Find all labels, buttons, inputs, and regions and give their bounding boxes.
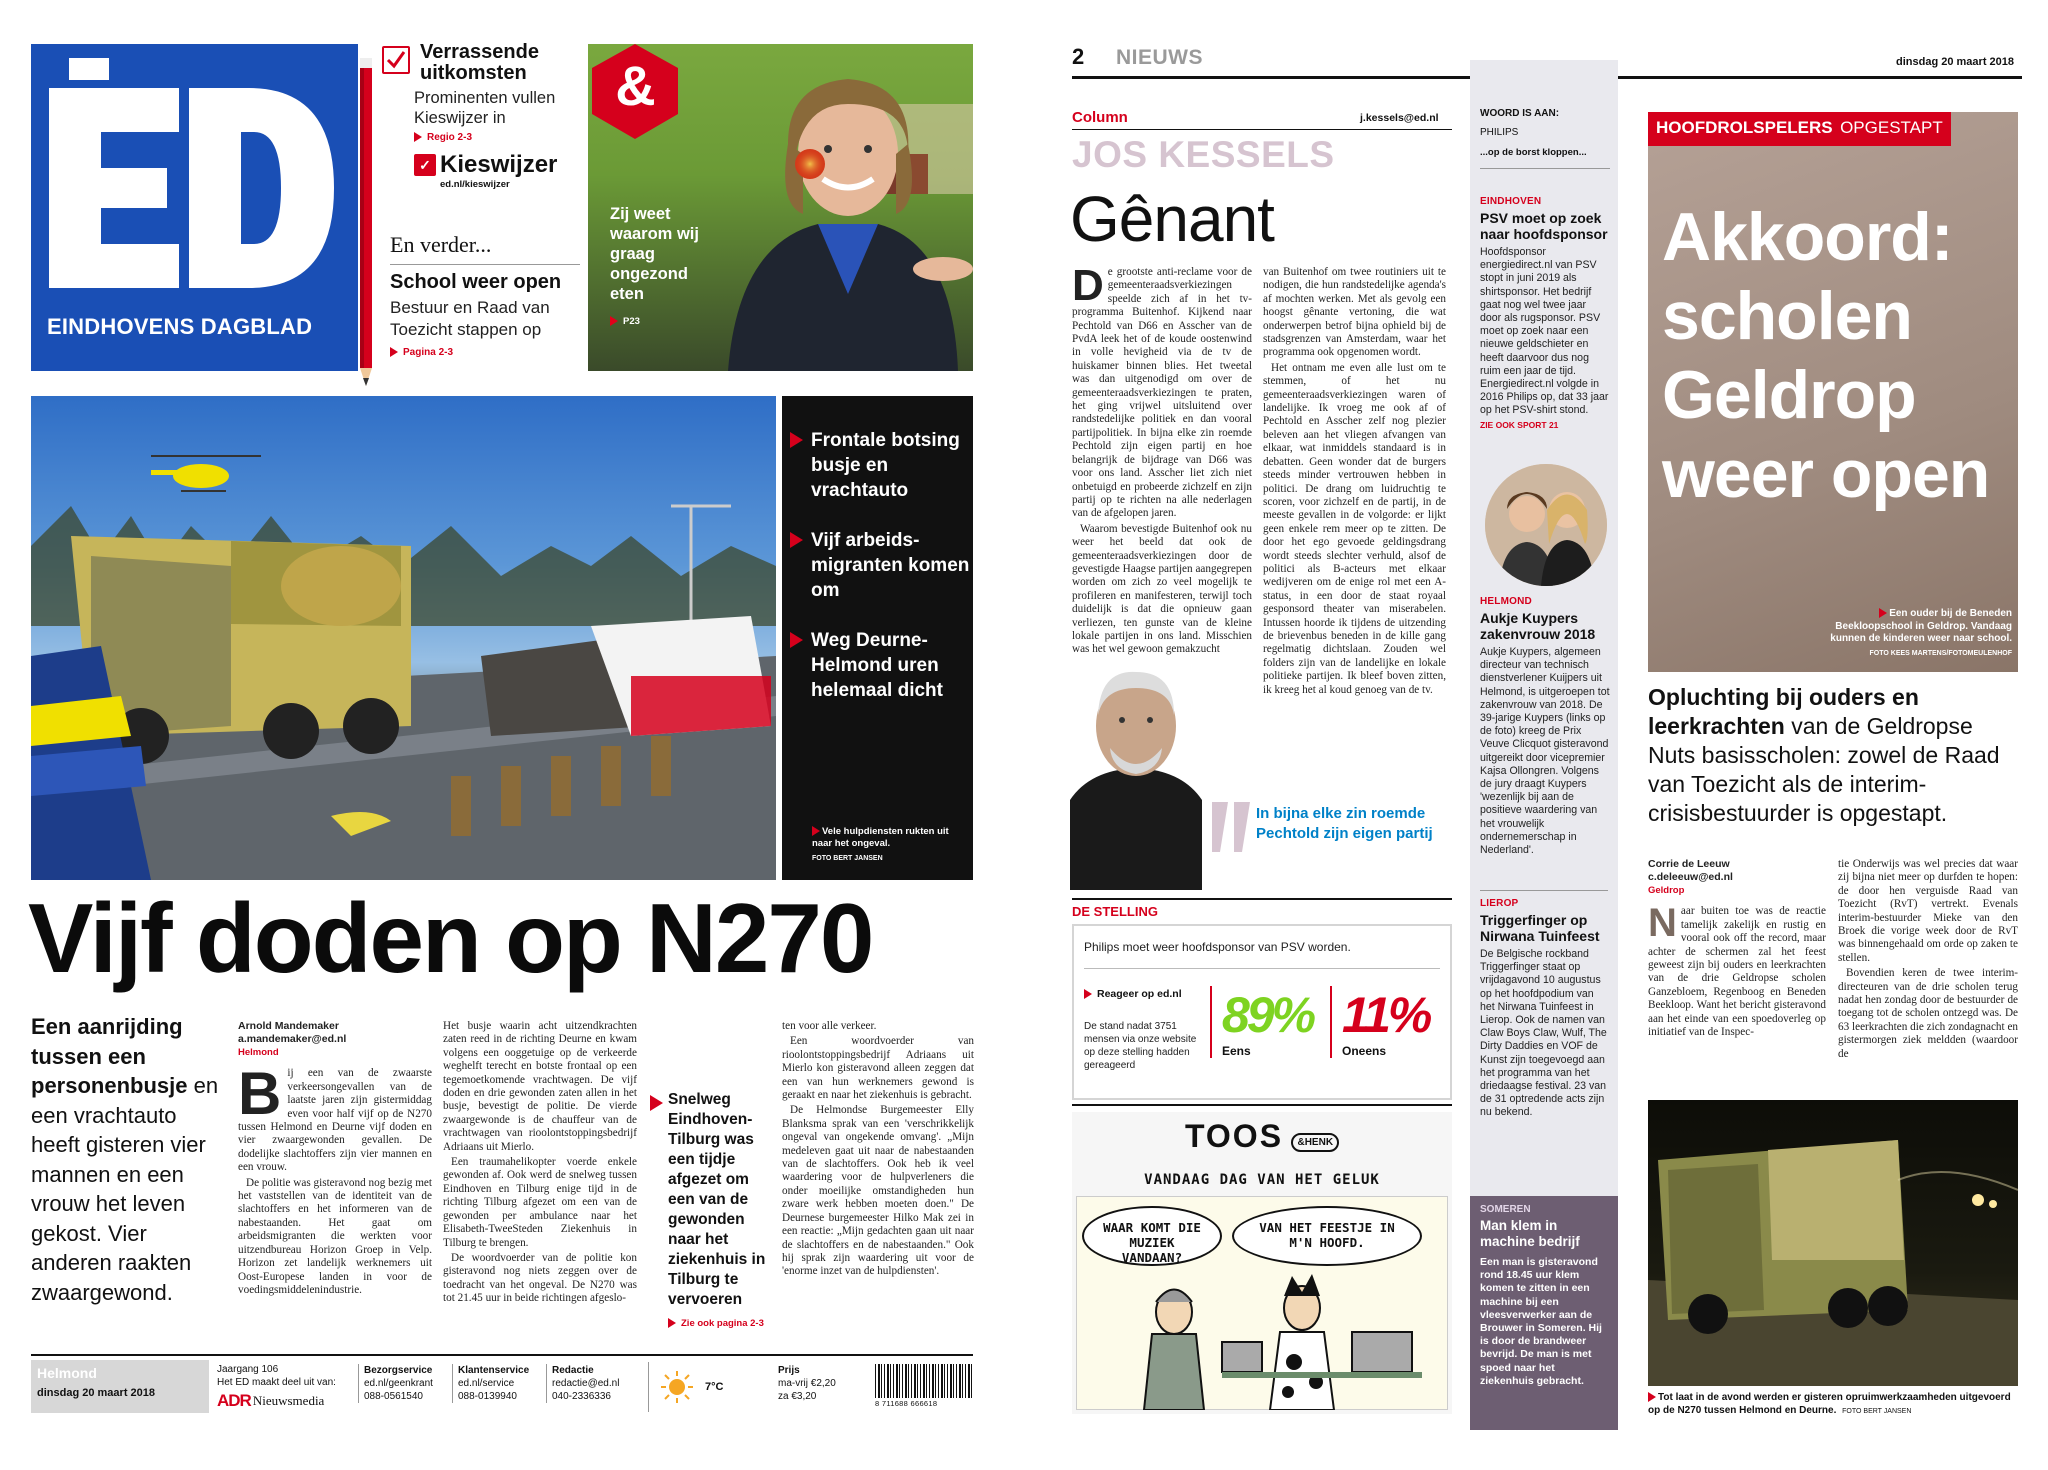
lead-intro-rest: van de Geldropse Nuts basisscholen: zowel de Raad van Toezicht als de interim-crisisbestuurder is opgestapt. <box>1648 713 2000 826</box>
stelling-oneens <box>1330 986 1430 1058</box>
stelling-question: Philips moet weer hoofdsponsor van PSV worden. <box>1084 940 1351 954</box>
teaser-kieswijzer[interactable] <box>382 42 582 190</box>
lead-photo[interactable] <box>1648 112 2018 672</box>
column-label: Column <box>1072 109 1128 126</box>
teaser3-text: Zij weet waarom wij graag ongezond eten <box>610 205 699 303</box>
sidebar-item-0[interactable]: EINDHOVEN PSV moet op zoek naar hoofdsponsor Hoofdsponsor energiedirect.nl van PSV stopt in juni 2019 als shirtsponsor. Het bedrijf gaat nog wel twee jaar door als rugsponsor. PSV moet op zoek naar een nieuwe geldschieter en heeft daarvoor dus nog ruim een jaar de tijd. Energiedirect.nl volgde in 2016 Philips op, dat 33 jaar op het PSV-shirt stond. ZIE OOK SPORT 21 <box>1480 196 1609 430</box>
hero-bullet[interactable]: Weg Deurne-Helmond uren helemaal dicht <box>790 628 970 703</box>
col2-p3: De woordvoerder van de politie kon gisteravond nog niets zeggen over de toedracht van het ongeval. De N270 was tot 21.45 uur in beide richtingen afgeslo- <box>443 1251 637 1305</box>
teaser1-ref: Regio 2-3 <box>427 132 473 143</box>
article-col-1 <box>238 1020 432 1299</box>
column-author: JOS KESSELS <box>1072 134 1335 175</box>
page-number: 2 <box>1072 44 1085 69</box>
col2-p2: Een traumahelikopter voerde enkele gewonden af. Ook werd de snelweg tussen Eindhoven en Tilburg enige tijd in de richting Tilburg afgezet om een van de gewonden per ambulance naar het Elisabeth-TweeSteden Ziekenhuis in Tilburg te brengen. <box>443 1156 637 1249</box>
byline-email[interactable]: a.mandemaker@ed.nl <box>238 1033 347 1045</box>
hero-photo[interactable] <box>31 396 776 880</box>
stelling-eens <box>1210 986 1314 1058</box>
pencil-graphic <box>355 48 377 388</box>
barcode <box>875 1364 973 1410</box>
oneens-label: Oneens <box>1342 1044 1387 1058</box>
quote-mark-icon <box>1208 792 1258 862</box>
teaser1-title-1: Verrassende <box>420 41 539 63</box>
side-box-text: Snelweg Eindhoven-Tilburg was een tijdje afgezet om een van de gewonden naar het ziekenhuis in Tilburg te vervoeren <box>668 1091 766 1308</box>
teaser2-text: Bestuur en Raad van Toezicht stappen op <box>390 298 550 339</box>
cartoon-figures <box>1112 1272 1432 1410</box>
cartoon-title: TOOS <box>1184 1118 1284 1154</box>
oneens-value: 11% <box>1342 987 1430 1043</box>
sidebar-woord <box>1480 108 1610 169</box>
masthead-name: EINDHOVENS DAGBLAD <box>47 314 313 339</box>
columnist-photo <box>1070 660 1202 890</box>
column-dropcap: D <box>1072 261 1104 310</box>
barcode-number: 8 711688 666618 <box>875 1399 938 1408</box>
lead-email[interactable]: c.deleeuw@ed.nl <box>1648 871 1733 883</box>
footer-bar <box>31 1354 973 1356</box>
stelling-divider <box>1084 968 1440 969</box>
teaser2-more: En verder... <box>390 232 492 257</box>
eens-value: 89% <box>1222 987 1314 1043</box>
teaser2-title: School weer open <box>390 271 562 293</box>
arrow-icon <box>1084 989 1092 999</box>
column-text-2: van Buitenhof om twee routiniers uit te nodigen, die hun randstedelijke agenda's af mochten werken. Met als gevolg een hoogst gênante vertoning, die wat onderwerpen betrof bijna ophield bij de stadsgrenzen van Amsterdam, waar het programma ook opgenomen wordt. Het ontnam me even alle lust om te stemmen, of het nu gemeenteraadsverkiezingen waren of landelijke. Ik vroeg me ook af of Pechtold en Asscher zelf nog plezier beleven aan het vliegen afvangen van elkaar, wat inmiddels standaard is in debatten. Geen wonder dat de burgers steeds minder vertrouwen hebben in politici. De drang om luidruchtig te scoren, voor zichzelf en de partij, in de meeste gevallen in de volgorde: er lijkt geen enkele rem meer op te zitten. De door het ego gevoede geldingsdrang wordt steeds slechter verhuld, alsof de politici als B-acteurs met elkaar wedijveren om de enige rol met een A-status, in een door de staat royaal gesponsord theater van miserabelen. Intussen hoorde ik tijdens de uitzending de brievenbus beneden in de kille gang regelmatig dichtslaan. Zouden wel folders zijn van de landelijke en lokale politieke partijen. Ik bleef boven zitten, ik kreeg het al koud genoeg van de tv. <box>1263 266 1446 696</box>
column-email[interactable]: j.kessels@ed.nl <box>1360 112 1439 124</box>
woord-heading: WOORD IS AAN: <box>1480 108 1560 119</box>
speech-bubble-1: WAAR KOMT DIE MUZIEK VANDAAN? <box>1082 1206 1222 1266</box>
stelling-stand: De stand nadat 3751 mensen via onze website op deze stelling hadden gereageerd <box>1084 1021 1197 1071</box>
bottom-credit: FOTO BERT JANSEN <box>1842 1407 1912 1415</box>
teaser1-title-2: uitkomsten <box>420 62 527 84</box>
teaser-school[interactable] <box>390 232 590 358</box>
arrow-icon <box>414 132 422 142</box>
lead-dropcap: N <box>1648 901 1677 946</box>
lead-col-1: Corrie de Leeuw c.deleeuw@ed.nl Geldrop Naar buiten toe was de reactie tamelijk zakelijk en rustig en vooral ook off the record, maar achter de schermen zal het feest geweest zijn bij ouders en leerkrachten van de drie Geldropse scholen Ganzebloem, Regenboog en Beneden Beekloop. Want het bericht gisteravond aan het einde van een spoedoverleg op initiatief van de Inspec- <box>1648 858 1826 1039</box>
inside-page <box>1060 0 2048 1470</box>
stelling-react[interactable]: Reageer op ed.nl <box>1084 988 1182 1000</box>
amp-symbol: & <box>615 54 656 117</box>
teaser1-text: Prominenten vullen Kieswijzer in <box>414 89 556 127</box>
footer-temp: 7°C <box>705 1381 724 1393</box>
arrow-icon <box>390 347 398 357</box>
arrow-icon <box>1879 608 1887 618</box>
woord-who: PHILIPS <box>1480 127 1519 138</box>
lead-intro-bold: Opluchting bij ouders en leerkrachten <box>1648 684 1919 739</box>
hero-bullets-list <box>790 428 970 703</box>
arrow-icon <box>650 1095 663 1111</box>
side-box[interactable] <box>650 1090 768 1329</box>
teaser2-ref: Pagina 2-3 <box>403 347 454 358</box>
side-box-ref: Zie ook pagina 2-3 <box>681 1318 764 1329</box>
footer-weather <box>648 1362 758 1412</box>
sidebar-photo-women <box>1485 464 1607 586</box>
col3-p3: De Helmondse Burgemeester Elly Blanksma sprak van een 'verschrikkelijk ongeval van ongekende omvang'. „Mijn medeleven gaat uit naar de nabestaanden van de slachtoffers. Ook heb ik veel waardering voor de hulpverleners die onder moeilijke omstandigheden hun zware werk hebben moeten doen." De Deurnese burgemeester Hilko Mak zei in een reactie: „Mijn gedachten gaan uit naar de slachtoffers en de nabestaanden." Ook hij sprak zijn waardering uit voor de 'enorme inzet van de hulpdiensten'. <box>782 1104 974 1278</box>
footer-redactie[interactable]: Redactie redactie@ed.nl 040-2336336 <box>546 1364 646 1403</box>
lead-col-2: tie Onderwijs was wel precies dat waar zij bijna niet meer op durfden te hopen: de door hen verguisde Raad van Toezicht (RvT) vertrekt. Evenals interim-bestuurder Mieke van den Broek die vorige week door de RvT was binnengehaald om orde op zaken te stellen. Bovendien keren de twee interim-directeuren van de drie scholen terug nadat hen zondag door de bestuurder de toegang tot de scholen ontzegd was. De 63 leerkrachten die zich zondagnacht en gistermorgen ziek meldden (waardoor de <box>1838 858 2018 1060</box>
article-col-2 <box>443 1020 637 1308</box>
intro-rest: en een vrachtauto heeft gisteren vier mannen en een vrouw het leven gekost. Vier anderen raakten zwaargewond. <box>31 1073 219 1305</box>
front-page <box>0 0 1005 1470</box>
lead-place: Geldrop <box>1648 885 1685 896</box>
helicopter-icon <box>151 456 261 491</box>
footer-klant[interactable]: Klantenservice ed.nl/service 088-0139940 <box>452 1364 542 1403</box>
col1-p2: De politie was gisteravond nog bezig met het vaststellen van de identiteit van de slachtoffers en het informeren van de nabestaanden. Het gaat om arbeidsmigranten die werkten voor uitzendbureau Horizon Groep in Velp. Horizon zet landelijk werknemers uit Oost-Europese landen in voor de voedingsmiddelenindustrie. <box>238 1176 432 1296</box>
lead-kicker <box>1648 112 1951 146</box>
sidebar-item-1[interactable]: HELMOND Aukje Kuypers zakenvrouw 2018 Aukje Kuypers, algemeen directeur van technisch dienstverlener Kuijpers uit Helmond, is uitgeroepen tot zakenvrouw van 2018. De 39-jarige Kuypers (links op de foto) kreeg de Prix Veuve Clicquot gisteravond uitgereikt door vicepremier Kajsa Ollongren. Volgens de jury draagt Kuypers 'wezenlijk bij aan de positieve waardering van het vrouwelijk ondernemerschap in Nederland'. <box>1480 596 1610 857</box>
arrow-icon <box>790 632 803 648</box>
column-quote: In bijna elke zin roemde Pechtold zijn eigen partij <box>1256 805 1433 842</box>
lead-headline: Akkoord: scholen Geldrop weer open <box>1662 199 1990 512</box>
kicker-2: OPGESTAPT <box>1840 118 1943 137</box>
cartoon-subtitle: VANDAAG DAG VAN HET GELUK <box>1144 1172 1380 1188</box>
footer-price: Prijs ma-vrij €2,20 za €3,20 <box>778 1365 836 1402</box>
kicker-1: HOOFDROLSPELERS <box>1656 118 1833 137</box>
byline-author: Arnold Mandemaker <box>238 1020 339 1032</box>
masthead[interactable] <box>31 44 358 371</box>
arrow-icon <box>610 316 618 326</box>
amp-badge <box>588 44 683 139</box>
nieuwsmedia: Nieuwsmedia <box>252 1393 325 1408</box>
footer-bezorg[interactable]: Bezorgservice ed.nl/geenkrant 088-0561540 <box>358 1364 448 1403</box>
cartoon <box>1072 1112 1452 1414</box>
sun-icon <box>659 1369 695 1405</box>
sidebar-item-3[interactable]: SOMEREN Man klem in machine bedrijf Een man is gisteravond rond 18.45 uur klem komen te zitten in een machine bij een vleesverwerker aan de Brouwer in Someren. Hij is door de brandweer bevrijd. De man is met spoed naar het ziekenhuis gebracht. <box>1470 1196 1618 1430</box>
col3-p2: Een woordvoerder van rioolontstoppingsbedrijf Adriaans uit Mierlo kon gisteravond alleen zeggen dat een van hun werknemers gewond is geraakt en naar het ziekenhuis is gebracht. <box>782 1035 974 1102</box>
hero-bullet[interactable]: Vijf arbeids-migranten komen om <box>790 528 970 603</box>
col2-p1: Het busje waarin acht uitzendkrachten zaten reed in de richting Deurne en kwam volgens een ooggetuige op de verkeerde weghelft terecht en botste frontaal op een tegemoetkomende vrachtwagen. De vijf doden en drie gewonden zaten allen in het busje, bevestigt de politie. De vierde zwaargewonde is de chauffeur van de vrachtwagen van rioolontstoppingsbedrijf Adriaans uit Mierlo. <box>443 1020 637 1153</box>
byline-place: Helmond <box>238 1047 279 1058</box>
kieswijzer-logo-icon: ✓ <box>414 154 436 176</box>
col1-p1: ij een van de zwaarste verkeersongevallen van de laatste jaren zijn gistermiddag even voor half vijf op de N270 tussen Helmond en Deurne vijf doden en vier zwaargewonden gevallen. De dodelijke slachtoffers zijn vier mannen en een vrouw. <box>238 1067 432 1174</box>
column-rule <box>1072 129 1452 130</box>
hero-bullet[interactable]: Frontale botsing busje en vrachtauto <box>790 428 970 503</box>
col3-p1: ten voor alle verkeer. <box>782 1020 877 1032</box>
lead-photo-credit: FOTO KEES MARTENS/FOTOMEULENHOF <box>1869 649 2012 657</box>
arrow-icon <box>668 1318 676 1328</box>
speech-bubble-2: VAN HET FEESTJE IN M'N HOOFD. <box>1232 1206 1422 1266</box>
article-col-3 <box>782 1020 974 1281</box>
cartoon-henk: &HENK <box>1291 1133 1339 1152</box>
teaser-photo-amp[interactable] <box>588 44 973 371</box>
lead-author: Corrie de Leeuw <box>1648 858 1730 870</box>
woord-sub: ...op de borst kloppen... <box>1480 147 1587 158</box>
main-headline[interactable]: Vijf doden op N270 <box>28 883 873 993</box>
section-name: NIEUWS <box>1116 46 1203 69</box>
footer-jaargang: Jaargang 106 Het ED maakt deel uit van: ADR Nieuwsmedia <box>217 1364 336 1410</box>
lead-intro <box>1648 683 2018 828</box>
column-text-1: De grootste anti-reclame voor de gemeenteraadsverkiezingen speelde zich af in het tv-programma Buitenhof. Kijkend naar Pechtold van D66 en Asscher van de PvdA leek het of de koude oostenwind in volle hevigheid via de tv de huiskamer binnen blies. Het tweetal was dan uitgenodigd om over de gemeenteraadsverkiezingen te praten, het ging vrijwel uitsluitend over randstedelijke politiek en dan vooral partijpolitiek. In bijna elke zin roemde Pechtold zijn eigen partij en hoe belangrijk de bijdrage van D66 was voor ons land. Asscher liet zich niet onbetuigd en probeerde zichzelf en zijn partij op te richten na alle nederlagen van de afgelopen jaren. Waarom bevestigde Buitenhof ook nu weer het beeld dat ook de gemeenteraadsverkiezingen door de gevestigde Haagse partijen aangegrepen worden om zich zo veel mogelijk te profileren en manifesteren, terwijl toch duidelijk is dat die opnieuw gaan verliezen, ten gunste van de kleine lokale partijen in ons land. Misschien was het wel gewoon gemakzucht <box>1072 261 1252 656</box>
kieswijzer-url: ed.nl/kieswijzer <box>440 179 510 190</box>
column-title: Gênant <box>1070 183 1274 255</box>
bottom-caption: Tot laat in de avond werden er gisteren opruimwerkzaamheden uitgevoerd op de N270 tussen Helmond en Deurne. FOTO BERT JANSEN <box>1648 1392 2011 1416</box>
footer-edition: Helmond <box>37 1365 97 1381</box>
arrow-icon <box>1648 1392 1656 1402</box>
hero-credit: FOTO BERT JANSEN <box>812 855 883 862</box>
kieswijzer-name: Kieswijzer <box>440 151 558 178</box>
footer-date: dinsdag 20 maart 2018 <box>37 1387 156 1399</box>
lead-photo-caption: Een ouder bij de Beneden Beekloopschool in Geldrop. Vandaag kunnen de kinderen weer naar school. FOTO KEES MARTENS/FOTOMEULENHOF <box>1816 608 2012 660</box>
adr-logo: ADR <box>217 1391 251 1410</box>
arrow-icon <box>790 432 803 448</box>
intro-bold: Een aanrijding tussen een personenbusje <box>31 1014 188 1098</box>
arrow-icon <box>812 826 820 836</box>
page-date: dinsdag 20 maart 2018 <box>1896 56 2015 68</box>
stelling-label: DE STELLING <box>1072 904 1158 919</box>
eens-label: Eens <box>1222 1044 1251 1058</box>
ed-logo <box>49 58 339 308</box>
teaser3-ref: P23 <box>623 316 640 327</box>
ballot-icon <box>382 46 410 74</box>
sidebar-divider <box>1480 890 1608 891</box>
sidebar-item-2[interactable]: LIEROP Triggerfinger op Nirwana Tuinfeest De Belgische rockband Triggerfinger staat op vrijdagavond 10 augustus op het hoofdpodium van het Nirwana Tuinfeest in Lierop. Ook de namen van Claw Boys Claw, Wulf, The Dirty Daddies en VOF de Kunst zijn toegevoegd aan het programma van het driedaagse festival. 23 van de 31 optredende acts zijn nu bekend. <box>1480 898 1607 1119</box>
footer-edition-box <box>31 1360 209 1413</box>
stelling-rule <box>1072 898 1452 900</box>
woman-illustration <box>708 44 973 371</box>
cartoon-rule <box>1072 1104 1452 1106</box>
crash-scene-illustration <box>31 396 776 880</box>
intro <box>31 1012 221 1307</box>
dropcap: B <box>238 1060 282 1128</box>
hero-caption: Vele hulpdiensten rukten uit naar het ongeval. FOTO BERT JANSEN <box>812 826 970 865</box>
bottom-photo[interactable] <box>1648 1100 2018 1386</box>
arrow-icon <box>790 532 803 548</box>
